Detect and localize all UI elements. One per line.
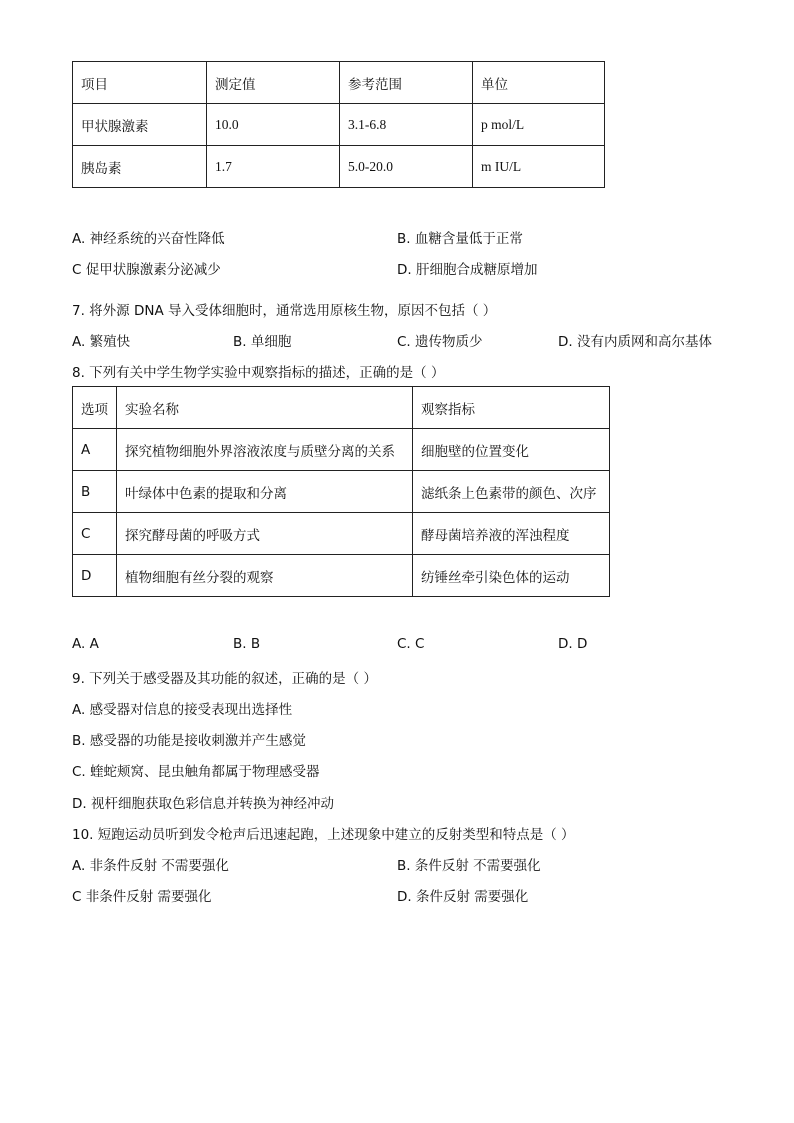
table-row [73,146,605,188]
table-cell: m IU/L [473,146,605,188]
q10-option-d: D. 条件反射 需要强化 [397,889,529,905]
table-cell: D [73,555,117,597]
q7-option-b: B. 单细胞 [233,334,292,350]
table-row [73,471,610,513]
table-header-cell: 项目 [73,62,207,104]
table-cell: 5.0-20.0 [340,146,473,188]
table-cell: 滤纸条上色素带的颜色、次序 [413,471,610,513]
table-cell: 甲状腺激素 [73,104,207,146]
table-header-cell: 测定值 [207,62,340,104]
table-header-row [73,62,605,104]
table-row [73,104,605,146]
table-row [73,429,610,471]
table-cell: 叶绿体中色素的提取和分离 [117,471,413,513]
table-header-cell: 选项 [73,387,117,429]
q7-option-a: A. 繁殖快 [72,334,131,350]
table-cell: B [73,471,117,513]
table-cell: A [73,429,117,471]
q6-option-d: D. 肝细胞合成糖原增加 [397,262,538,278]
q10-stem: 10. 短跑运动员听到发令枪声后迅速起跑，上述现象中建立的反射类型和特点是（ ） [72,827,575,843]
q6-option-b: B. 血糖含量低于正常 [397,231,523,247]
table-cell: 1.7 [207,146,340,188]
table-header-cell: 参考范围 [340,62,473,104]
q10-option-b: B. 条件反射 不需要强化 [397,858,541,874]
q8-option-c: C. C [397,636,425,652]
table-cell: 探究酵母菌的呼吸方式 [117,513,413,555]
table-cell: 细胞壁的位置变化 [413,429,610,471]
q8-option-b: B. B [233,636,261,652]
q8-option-a: A. A [72,636,99,652]
q9-stem: 9. 下列关于感受器及其功能的叙述，正确的是（ ） [72,671,377,687]
q9-option-c: C. 蝰蛇颊窝、昆虫触角都属于物理感受器 [72,764,320,780]
table-header-cell: 实验名称 [117,387,413,429]
q6-option-a: A. 神经系统的兴奋性降低 [72,231,225,247]
q10-option-a: A. 非条件反射 不需要强化 [72,858,229,874]
table-cell: C [73,513,117,555]
q9-option-a: A. 感受器对信息的接受表现出选择性 [72,702,293,718]
q8-option-d: D. D [558,636,588,652]
q6-option-c: C 促甲状腺激素分泌减少 [72,262,221,278]
q7-option-c: C. 遗传物质少 [397,334,483,350]
table-cell: 纺锤丝牵引染色体的运动 [413,555,610,597]
table-cell: 胰岛素 [73,146,207,188]
hormone-table [72,61,605,188]
table-cell: 植物细胞有丝分裂的观察 [117,555,413,597]
table-row [73,513,610,555]
table-header-cell: 单位 [473,62,605,104]
table-cell: p mol/L [473,104,605,146]
table-cell: 3.1-6.8 [340,104,473,146]
table-row [73,555,610,597]
q8-stem: 8. 下列有关中学生物学实验中观察指标的描述，正确的是（ ） [72,365,445,381]
table-header-row [73,387,610,429]
q10-option-c: C 非条件反射 需要强化 [72,889,212,905]
table-cell: 10.0 [207,104,340,146]
table-cell: 酵母菌培养液的浑浊程度 [413,513,610,555]
table-cell: 探究植物细胞外界溶液浓度与质壁分离的关系 [117,429,413,471]
q7-stem: 7. 将外源 DNA 导入受体细胞时，通常选用原核生物，原因不包括（ ） [72,303,497,319]
experiment-table [72,386,610,597]
table-header-cell: 观察指标 [413,387,610,429]
q9-option-d: D. 视杆细胞获取色彩信息并转换为神经冲动 [72,796,334,812]
q7-option-d: D. 没有内质网和高尔基体 [558,334,712,350]
q9-option-b: B. 感受器的功能是接收刺激并产生感觉 [72,733,306,749]
